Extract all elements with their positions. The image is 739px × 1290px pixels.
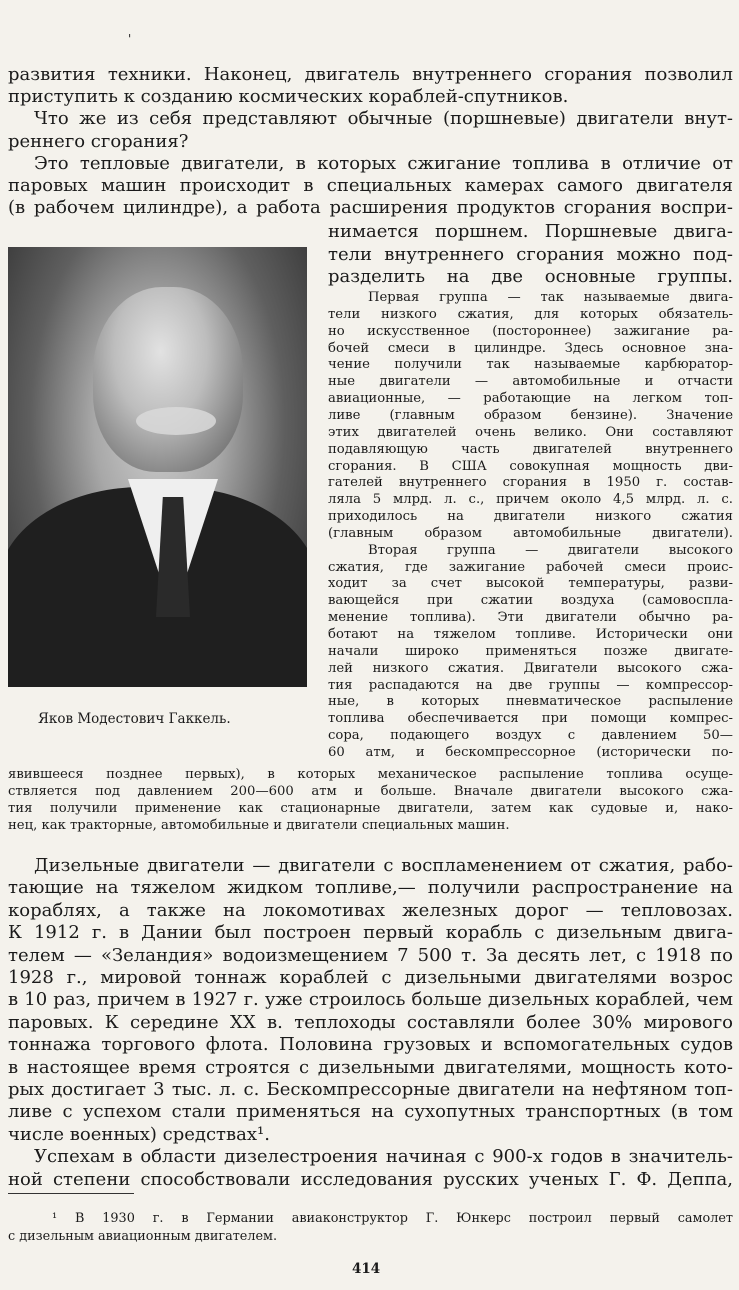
text-line: разделить на две основные группы. xyxy=(328,266,733,287)
text-line: ¹ В 1930 г. в Германии авиаконструктор Г. Юнкерс построил первый самолет xyxy=(52,1211,733,1226)
text-line: ливе (главным образом бензине). Значение xyxy=(328,407,733,423)
text-line: паровых машин происходит в специальных камерах самого двигателя xyxy=(8,175,733,196)
text-line: с дизельным авиационным двигателем. xyxy=(8,1229,278,1244)
text-line: реннего сгорания? xyxy=(8,130,189,152)
photo-caption: Яков Модестович Гаккель. xyxy=(38,711,231,727)
text-line: сора, подающего воздух с давлением 50— xyxy=(328,728,733,744)
portrait-photo xyxy=(8,247,307,687)
text-line: паровых. К середине XX в. теплоходы составляли более 30% мирового xyxy=(8,1011,733,1033)
text-line: нимается поршнем. Поршневые двига- xyxy=(328,221,733,242)
text-line: числе военных) средствах¹. xyxy=(8,1123,270,1145)
text-line: явившееся позднее первых), в которых механическое распыление топлива осуще- xyxy=(8,767,733,782)
text-line: тоннажа торгового флота. Половина грузовых и вспомогательных судов xyxy=(8,1034,733,1056)
text-line: ные, в которых пневматическое распыление xyxy=(328,694,733,710)
text-line: Первая группа — так называемые двига- xyxy=(368,290,733,305)
text-line: этих двигателей очень велико. Они составляют xyxy=(328,424,733,440)
text-line: тия распадаются на две группы — компрессор- xyxy=(328,677,733,693)
text-line: Дизельные двигатели — двигатели с воспламенением от сжатия, рабо- xyxy=(34,855,733,876)
text-line: топлива обеспечивается при помощи компрес- xyxy=(328,711,733,727)
text-line: тия получили применение как стационарные двигатели, затем как судовые и, нако- xyxy=(8,800,733,816)
text-line: К 1912 г. в Дании был построен первый корабль с дизельным двига- xyxy=(8,922,733,944)
text-line: Успехам в области дизелестроения начиная с 900-х годов в значитель- xyxy=(34,1146,733,1168)
text-line: приступить к созданию космических кораблей-спутников. xyxy=(8,86,569,108)
text-line: Что же из себя представляют обычные (поршневые) двигатели внут- xyxy=(34,108,733,130)
text-line: бочей смеси в цилиндре. Здесь основное зна- xyxy=(328,340,733,356)
text-line: лей низкого сжатия. Двигатели высокого сжа- xyxy=(328,660,733,676)
text-line: тающие на тяжелом жидком топливе,— получили распространение на xyxy=(8,877,733,899)
text-line: менение топлива). Эти двигатели обычно ра- xyxy=(328,610,733,626)
text-line: ствляется под давлением 200—600 атм и больше. Вначале двигатели высокого сжа- xyxy=(8,783,733,799)
text-line: тели внутреннего сгорания можно под- xyxy=(328,243,733,265)
text-line: ляла 5 млрд. л. с., причем около 4,5 млрд. л. с. xyxy=(328,492,733,508)
text-line: 1928 г., мировой тоннаж кораблей с дизельными двигателями возрос xyxy=(8,967,733,988)
footnote-rule xyxy=(8,1193,134,1194)
text-line: ботают на тяжелом топливе. Исторически они xyxy=(328,627,733,642)
text-line: ходит за счет высокой температуры, разви- xyxy=(328,576,733,592)
text-line: гателей внутреннего сгорания в 1950 г. состав- xyxy=(328,475,733,491)
text-line: нец, как тракторные, автомобильные и двигатели специальных машин. xyxy=(8,817,510,833)
text-line: чение получили так называемые карбюратор- xyxy=(328,357,733,373)
text-line: авиационные, — работающие на легком топ- xyxy=(328,391,733,407)
stray-mark: ' xyxy=(128,32,132,46)
text-line: (главным образом автомобильные двигатели). xyxy=(328,525,733,541)
text-line: телем — «Зеландия» водоизмещением 7 500 т. За десять лет, с 1918 по xyxy=(8,944,733,966)
text-line: сжатия, где зажигание рабочей смеси проис- xyxy=(328,559,733,575)
text-line: в 10 раз, причем в 1927 г. уже строилось больше дизельных кораблей, чем xyxy=(8,989,733,1011)
text-line: Вторая группа — двигатели высокого xyxy=(368,542,733,558)
text-line: ные двигатели — автомобильные и отчасти xyxy=(328,374,733,390)
text-line: начали широко применяться позже двигате- xyxy=(328,643,733,659)
text-line: ной степени способствовали исследования русских ученых Г. Ф. Деппа, xyxy=(8,1168,733,1190)
text-line: сгорания. В США совокупная мощность дви- xyxy=(328,458,733,474)
text-line: (в рабочем цилиндре), а работа расширения продуктов сгорания воспри- xyxy=(8,197,733,219)
text-line: ливе с успехом стали применяться на сухопутных транспортных (в том xyxy=(8,1101,733,1123)
text-line: развития техники. Наконец, двигатель внутреннего сгорания позволил xyxy=(8,64,733,85)
text-line: но искусственное (постороннее) зажигание ра- xyxy=(328,323,733,339)
text-line: вающейся при сжатии воздуха (самовоспла- xyxy=(328,593,733,609)
text-line: тели низкого сжатия, для которых обязатель- xyxy=(328,306,733,322)
text-line: приходилось на двигатели низкого сжатия xyxy=(328,509,733,525)
text-line: подавляющую часть двигателей внутреннего xyxy=(328,441,733,457)
text-line: рых достигает 3 тыс. л. с. Бескомпрессорные двигатели на нефтяном топ- xyxy=(8,1079,733,1100)
page-number: 414 xyxy=(352,1261,381,1277)
text-line: в настоящее время строятся с дизельными двигателями, мощность кото- xyxy=(8,1056,733,1078)
text-line: 60 атм, и бескомпрессорное (исторически по- xyxy=(328,744,733,760)
text-line: Это тепловые двигатели, в которых сжигание топлива в отличие от xyxy=(34,152,733,174)
text-line: кораблях, а также на локомотивах железных дорог — тепловозах. xyxy=(8,899,733,921)
